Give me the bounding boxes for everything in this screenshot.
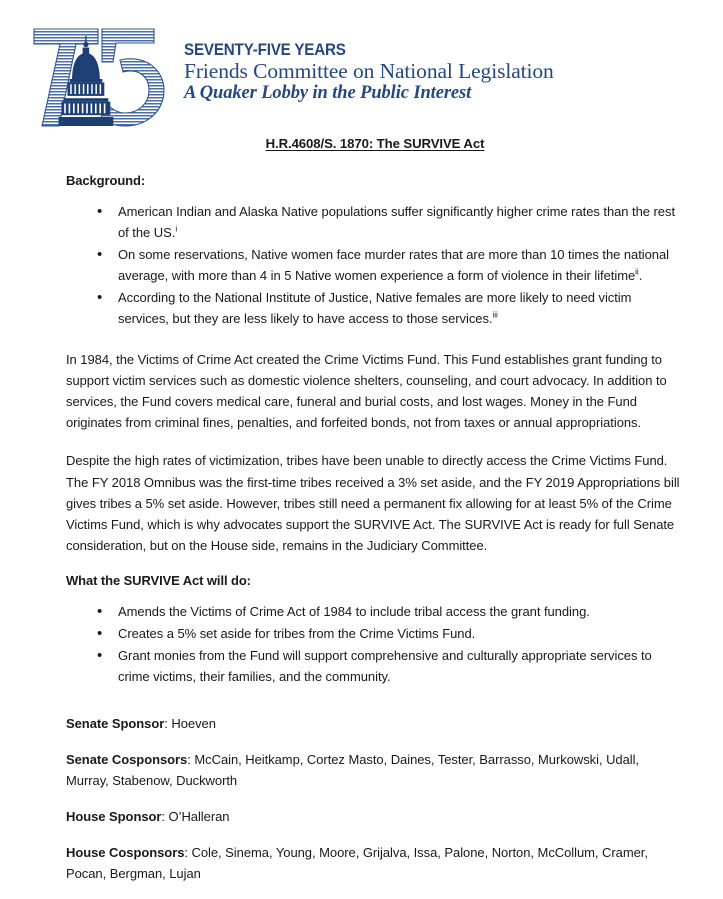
letterhead — [28, 22, 628, 134]
bullet-text: American Indian and Alaska Native populations suffer significantly higher crime rates than the rest of the US. — [118, 204, 676, 241]
list-item: • Amends the Victims of Crime Act of 1984 to include tribal access the grant funding. — [66, 601, 684, 622]
background-heading: Background: — [66, 173, 146, 188]
page-title: H.R.4608/S. 1870: The SURVIVE Act — [265, 136, 485, 151]
house-cosponsors-line — [66, 842, 684, 884]
senate-cosponsors-label: Senate Cosponsors — [66, 751, 188, 767]
bullet-trailing: . — [638, 268, 643, 284]
organization-identity — [184, 22, 554, 103]
house-cosponsors-separator: : — [184, 845, 192, 861]
document-body — [66, 136, 684, 899]
citation-marker: i — [175, 224, 178, 234]
paragraph-crime-victims-fund: In 1984, the Victims of Crime Act created the Crime Victims Fund. This Fund establishes grant funding to support victim services such as domestic violence shelters, counseling, and court advocacy. In addition to services, the Fund covers medical care, funeral and burial costs, and lost wages. Money in the Fund originates from criminal fines, penalties, and forfeited bonds, not from taxes or annual appropriations. — [66, 352, 667, 431]
senate-sponsor-line — [66, 713, 684, 734]
senate-sponsor-names: Hoeven — [171, 715, 216, 731]
anniversary-label: SEVENTY-FIVE YEARS — [184, 41, 346, 59]
senate-sponsor-label: Senate Sponsor — [66, 715, 165, 731]
house-sponsor-separator: : — [161, 809, 169, 825]
fcnl-75-capitol-dome-logo-icon — [28, 22, 170, 130]
provisions-heading: What the SURVIVE Act will do: — [66, 572, 251, 588]
organization-tagline: A Quaker Lobby in the Public Interest — [184, 82, 472, 103]
list-item: • Grant monies from the Fund will support comprehensive and culturally appropriate services to crime victims, their families, and the community. — [66, 645, 684, 687]
house-sponsor-names: O’Halleran — [168, 809, 230, 825]
senate-cosponsors-line — [66, 749, 684, 791]
house-cosponsors-names: Cole, Sinema, Young, Moore, Grijalva, Issa, Palone, Norton, McCollum, Cramer, Pocan, Bergman, Lujan — [66, 845, 648, 882]
list-item — [66, 244, 684, 286]
bullet-text: On some reservations, Native women face murder rates that are more than 10 times the national average, with more than 4 in 5 Native women experience a form of violence in their lifetime — [118, 247, 670, 284]
background-bullet-list — [66, 201, 684, 329]
bullet-text: According to the National Institute of Justice, Native females are more likely to need victim services, but they are less likely to have access to those services. — [118, 290, 632, 327]
organization-name: Friends Committee on National Legislation — [184, 59, 554, 84]
paragraph-tribal-access: Despite the high rates of victimization, tribes have been unable to directly access the Crime Victims Fund. The FY 2018 Omnibus was the first-time tribes received a 3% set aside, and the FY 2019 Appropriations bill gives tribes a 5% set aside. However, tribes still need a permanent fix allowing for at least 5% of the Crime Victims Fund, which is why advocates support the SURVIVE Act. The SURVIVE Act is ready for full Senate consideration, but on the House side, remains in the Judiciary Committee. — [66, 453, 680, 553]
citation-marker: ii — [635, 267, 639, 277]
provisions-bullet-list — [66, 601, 684, 687]
list-item — [66, 201, 684, 243]
senate-cosponsors-separator: : — [187, 751, 195, 767]
house-cosponsors-label: House Cosponsors — [66, 845, 185, 861]
list-item — [66, 287, 684, 329]
list-item: • Creates a 5% set aside for tribes from the Crime Victims Fund. — [66, 623, 684, 644]
citation-marker: iii — [492, 310, 498, 320]
house-sponsor-label: House Sponsor — [66, 809, 162, 825]
senate-cosponsors-names: McCain, Heitkamp, Cortez Masto, Daines, Tester, Barrasso, Murkowski, Udall, Murray, Stabenow, Duckworth — [66, 751, 640, 788]
house-sponsor-line — [66, 806, 684, 827]
senate-sponsor-separator: : — [164, 715, 172, 731]
